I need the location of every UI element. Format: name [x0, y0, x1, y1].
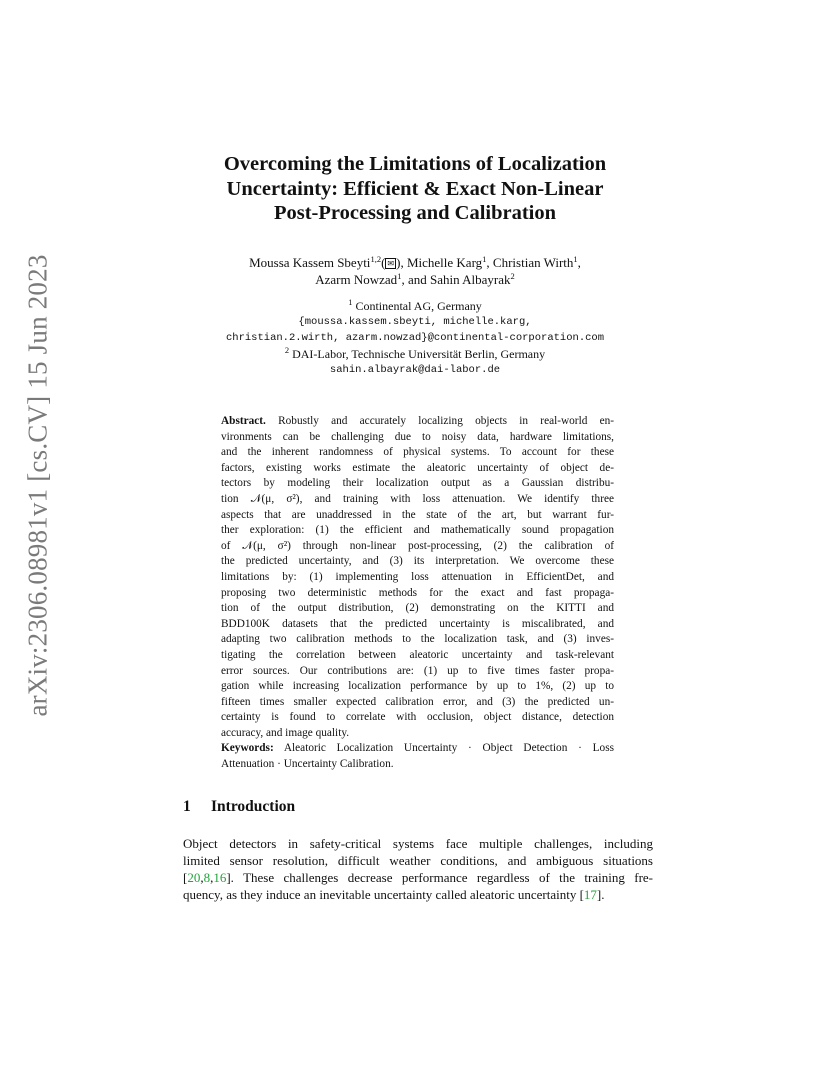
affiliations — [160, 298, 670, 378]
author-affil-mark: 1 — [482, 254, 487, 264]
keywords-text: Aleatoric Localization Uncertainty · Object Detection · Loss — [283, 742, 614, 754]
affiliation-number: 1 — [348, 297, 353, 307]
abstract-line: fifteen times smaller expected calibration error, and (3) the predicted un- — [221, 695, 614, 708]
keywords — [221, 741, 614, 772]
abstract-line: accuracy, and image quality. — [221, 726, 350, 739]
author-affil-mark: 2 — [510, 271, 515, 281]
section-number: 1 — [183, 798, 191, 815]
author-list: Moussa Kassem Sbeyti$^{1,2}$( ✉ ), Michelle Karg$^1$, Christian Wirth$^1$, Azarm Nowzad$^1$, and Sahin Albayrak$^2$ — [249, 254, 581, 287]
section-heading — [183, 798, 653, 816]
abstract-label: Abstract. — [221, 415, 266, 427]
arxiv-identifier-text: arXiv:2306.08981v1 [cs.CV] 15 Jun 2023 — [22, 253, 53, 717]
envelope-icon: ✉ — [387, 259, 395, 268]
abstract-line: vironments can be challenging due to noisy data, hardware limitations, — [221, 430, 614, 443]
paragraph-line: limited sensor resolution, difficult weather conditions, and ambiguous situations — [183, 853, 653, 868]
abstract-line: proposing two deterministic methods for the exact and fast propaga- — [221, 586, 614, 599]
author-affil-mark: 1 — [397, 271, 402, 281]
title-line: Uncertainty: Efficient & Exact Non-Linear — [226, 177, 604, 200]
paragraph-line: Object detectors in safety-critical systems face multiple challenges, including — [183, 836, 653, 851]
keywords-text: Attenuation · Uncertainty Calibration. — [221, 757, 394, 770]
abstract-line: tion of the output distribution, (2) demonstrating on the KITTI and — [221, 602, 614, 615]
author-affil-mark: 1,2 — [370, 254, 382, 264]
paragraph-line: quency, as they induce an inevitable uncertainty called aleatoric uncertainty [17]. — [183, 887, 605, 902]
author-name: Azarm Nowzad — [315, 272, 398, 287]
abstract-line: limitations by: (1) implementing loss attenuation in EfficientDet, and — [221, 570, 614, 583]
abstract-line: tion 𝒩(μ, σ²), and training with loss attenuation. We identify three — [221, 492, 614, 505]
citation-link[interactable]: 20 — [187, 870, 201, 885]
author-name: Moussa Kassem Sbeyti — [249, 255, 371, 270]
email-address: sahin.albayrak@dai-labor.de — [329, 364, 501, 376]
introduction-paragraph — [183, 835, 653, 903]
paragraph-line: [20,8,16]. These challenges decrease performance regardless of the training fre- — [183, 870, 653, 885]
abstract-line: aspects that are unaddressed in the state of the art, but warrant fur- — [221, 508, 614, 521]
title-line: Post-Processing and Calibration — [273, 202, 557, 224]
section-title: Introduction — [211, 798, 296, 815]
keywords-label: Keywords: — [221, 742, 274, 754]
abstract-line: of 𝒩(μ, σ²) through non-linear post-processing, (2) the calibration of — [221, 539, 614, 552]
abstract-line: gation while increasing localization performance by up to 1%, (2) up to — [221, 680, 614, 693]
affiliation-number: 2 — [284, 345, 290, 355]
author-name: Sahin Albayrak — [429, 272, 511, 287]
abstract-line: factors, existing works estimate the aleatoric uncertainty of object de- — [221, 461, 614, 474]
citation-link[interactable]: 8 — [203, 870, 211, 885]
abstract-line: tigating the correlation between aleatoric uncertainty and task-relevant — [221, 648, 614, 661]
author-name: Michelle Karg — [406, 255, 483, 270]
citation-link[interactable]: 16 — [213, 870, 227, 885]
arxiv-identifier-stamp — [14, 253, 62, 717]
author-name: Christian Wirth — [492, 255, 574, 270]
abstract-line: BDD100K datasets that the predicted uncertainty is miscalibrated, and — [221, 617, 614, 630]
email-addresses: christian.2.wirth, azarm.nowzad}@continental-corporation.com — [225, 332, 605, 344]
citation-link[interactable]: 17 — [583, 887, 597, 902]
abstract: Abstract. Robustly and accurately localizing objects in real-world en- vironments can be challenging due to noisy data, hardware limitations, and the inherent randomness of physical systems. To account for these factors, existing works estimate the aleatoric uncertainty of object de- tectors by modeling their localization output as a Gaussian distribu- tion 𝒩(μ, σ²), and training with loss attenuation. We identify three aspects that are unaddressed in the state of the art, but warrant fur- ther exploration: (1) the efficient and mathematically sound propagation of 𝒩(μ, σ²) through non-linear post-processing, (2) the calibration of the predicted uncertainty, and (3) its interpretation. We overcome these limitations by: (1) implementing loss attenuation in EfficientDet, and proposing two deterministic methods for the exact and fast propaga- tion of the output distribution, (2) demonstrating on the KITTI and BDD100K datasets that the predicted uncertainty is miscalibrated, and adapting two calibration methods to the localization task, and (3) inves- tigating the correlation between aleatoric uncertainty and task-relevant error sources. Our contributions are: (1) up to five times faster propa- gation while increasing localization performance by up to 1%, (2) up to fifteen times smaller expected calibration error, and (3) the predicted un- certainty is found to correlate with occlusion, object distance, detection accuracy, and image quality. — [221, 414, 614, 741]
abstract-line: the predicted uncertainty, and (3) its interpretation. We overcome these — [221, 555, 614, 568]
paper-title — [160, 152, 670, 226]
email-addresses: {moussa.kassem.sbeyti, michelle.karg, — [298, 316, 532, 328]
title-line: Overcoming the Limitations of Localization — [223, 153, 607, 175]
affiliation-text: DAI-Labor, Technische Universität Berlin, Germany — [292, 347, 546, 361]
abstract-line: adapting two calibration methods to the localization task, and (3) inves- — [221, 633, 614, 646]
abstract-line: ther exploration: (1) the efficient and mathematically sound propagation — [221, 524, 614, 537]
affiliation-text: Continental AG, Germany — [355, 299, 482, 313]
abstract-line: tectors by modeling their localization output as a Gaussian distribu- — [221, 477, 614, 490]
abstract-line: certainty is found to correlate with occlusion, object distance, detection — [221, 711, 614, 724]
abstract-line: error sources. Our contributions are: (1) up to five times faster propa- — [221, 664, 614, 677]
abstract-line: and the inherent randomness of physical systems. To account for these — [221, 446, 614, 459]
author-affil-mark: 1 — [573, 254, 578, 264]
